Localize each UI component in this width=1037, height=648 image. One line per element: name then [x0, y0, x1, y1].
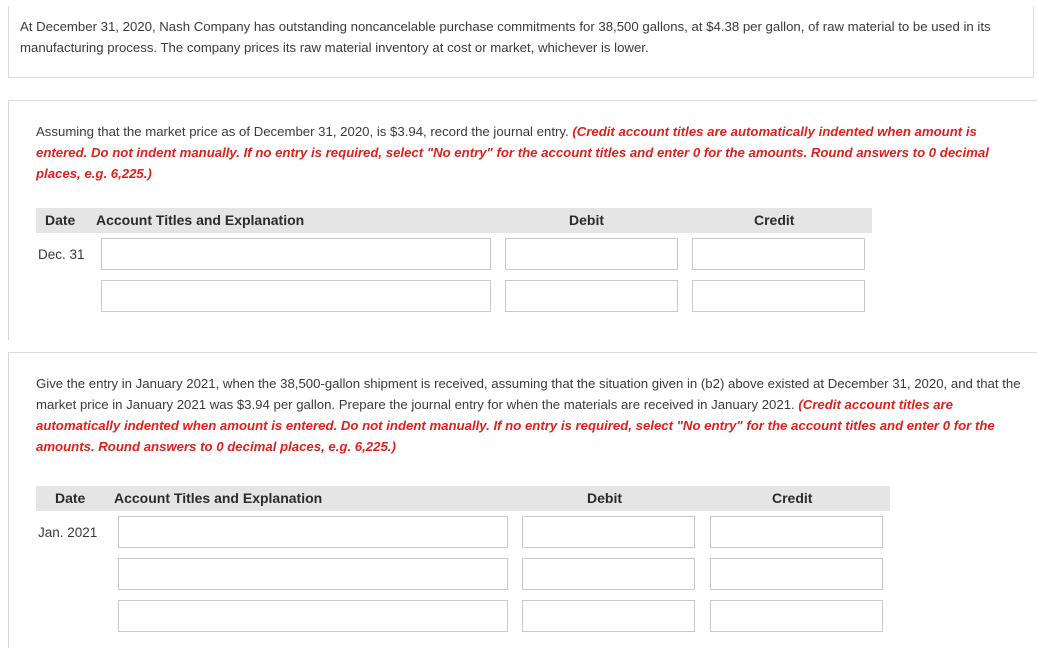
part-b2-row1-date: Dec. 31: [38, 247, 85, 262]
header-account-titles: Account Titles and Explanation: [96, 212, 305, 228]
part-b3-row1-credit-input[interactable]: [710, 516, 883, 548]
part-b3-row3-credit-input[interactable]: [710, 600, 883, 632]
problem-statement-text: At December 31, 2020, Nash Company has outstanding noncancelable purchase commitments for 38,500 gallons, at $4.38 per gallon, of raw material to be used in its manufacturing process. The company prices its raw material inventory at cost or market, whichever is lower.: [20, 19, 991, 55]
part-b3-row1-debit-input[interactable]: [522, 516, 695, 548]
part-b3-row1-account-input[interactable]: [118, 516, 508, 548]
part-b3-row2-debit-input[interactable]: [522, 558, 695, 590]
part-b2-row2-debit-input[interactable]: [505, 280, 678, 312]
part-b3-table-header: [36, 486, 890, 511]
header-credit: Credit: [754, 212, 795, 228]
header-debit: Debit: [569, 212, 604, 228]
part-b3-row2-account-input[interactable]: [118, 558, 508, 590]
part-b3-row2-credit-input[interactable]: [710, 558, 883, 590]
part-b3-question-text: Give the entry in January 2021, when the 38,500-gallon shipment is received, assuming that the situation given in (b2) above existed at December 31, 2020, and that the market price in January 2021 was $3.94 per gallon. Prepare the journal entry for when the materials are received in January 2021.: [36, 376, 1021, 412]
part-b3-row1-date: Jan. 2021: [38, 525, 98, 540]
part-b2-row1-debit-input[interactable]: [505, 238, 678, 270]
header-account-titles: Account Titles and Explanation: [114, 490, 323, 506]
header-debit: Debit: [587, 490, 622, 506]
part-b2-row2-credit-input[interactable]: [692, 280, 865, 312]
header-credit: Credit: [772, 490, 813, 506]
part-b3-question: [36, 373, 1026, 457]
header-date: Date: [45, 212, 76, 228]
part-b2-question-text: Assuming that the market price as of December 31, 2020, is $3.94, record the journal entry.: [36, 124, 573, 139]
part-b2-row1-credit-input[interactable]: [692, 238, 865, 270]
part-b2-table-header: [36, 208, 872, 233]
part-b2-question: [36, 121, 1006, 184]
part-b3-row3-debit-input[interactable]: [522, 600, 695, 632]
part-b2-row2-account-input[interactable]: [101, 280, 491, 312]
part-b3-instruction: (Credit account titles are automatically indented when amount is entered. Do not indent manually. If no entry is required, select "No entry" for the account titles and enter 0 for the amounts. Round answers to 0 decimal places, e.g. 6,225.): [36, 397, 995, 454]
header-date: Date: [55, 490, 86, 506]
part-b2-instruction: (Credit account titles are automatically indented when amount is entered. Do not indent manually. If no entry is required, select "No entry" for the account titles and enter 0 for the amounts. Round answers to 0 decimal places, e.g. 6,225.): [36, 124, 989, 181]
part-b2-row1-account-input[interactable]: [101, 238, 491, 270]
part-b3-row3-account-input[interactable]: [118, 600, 508, 632]
